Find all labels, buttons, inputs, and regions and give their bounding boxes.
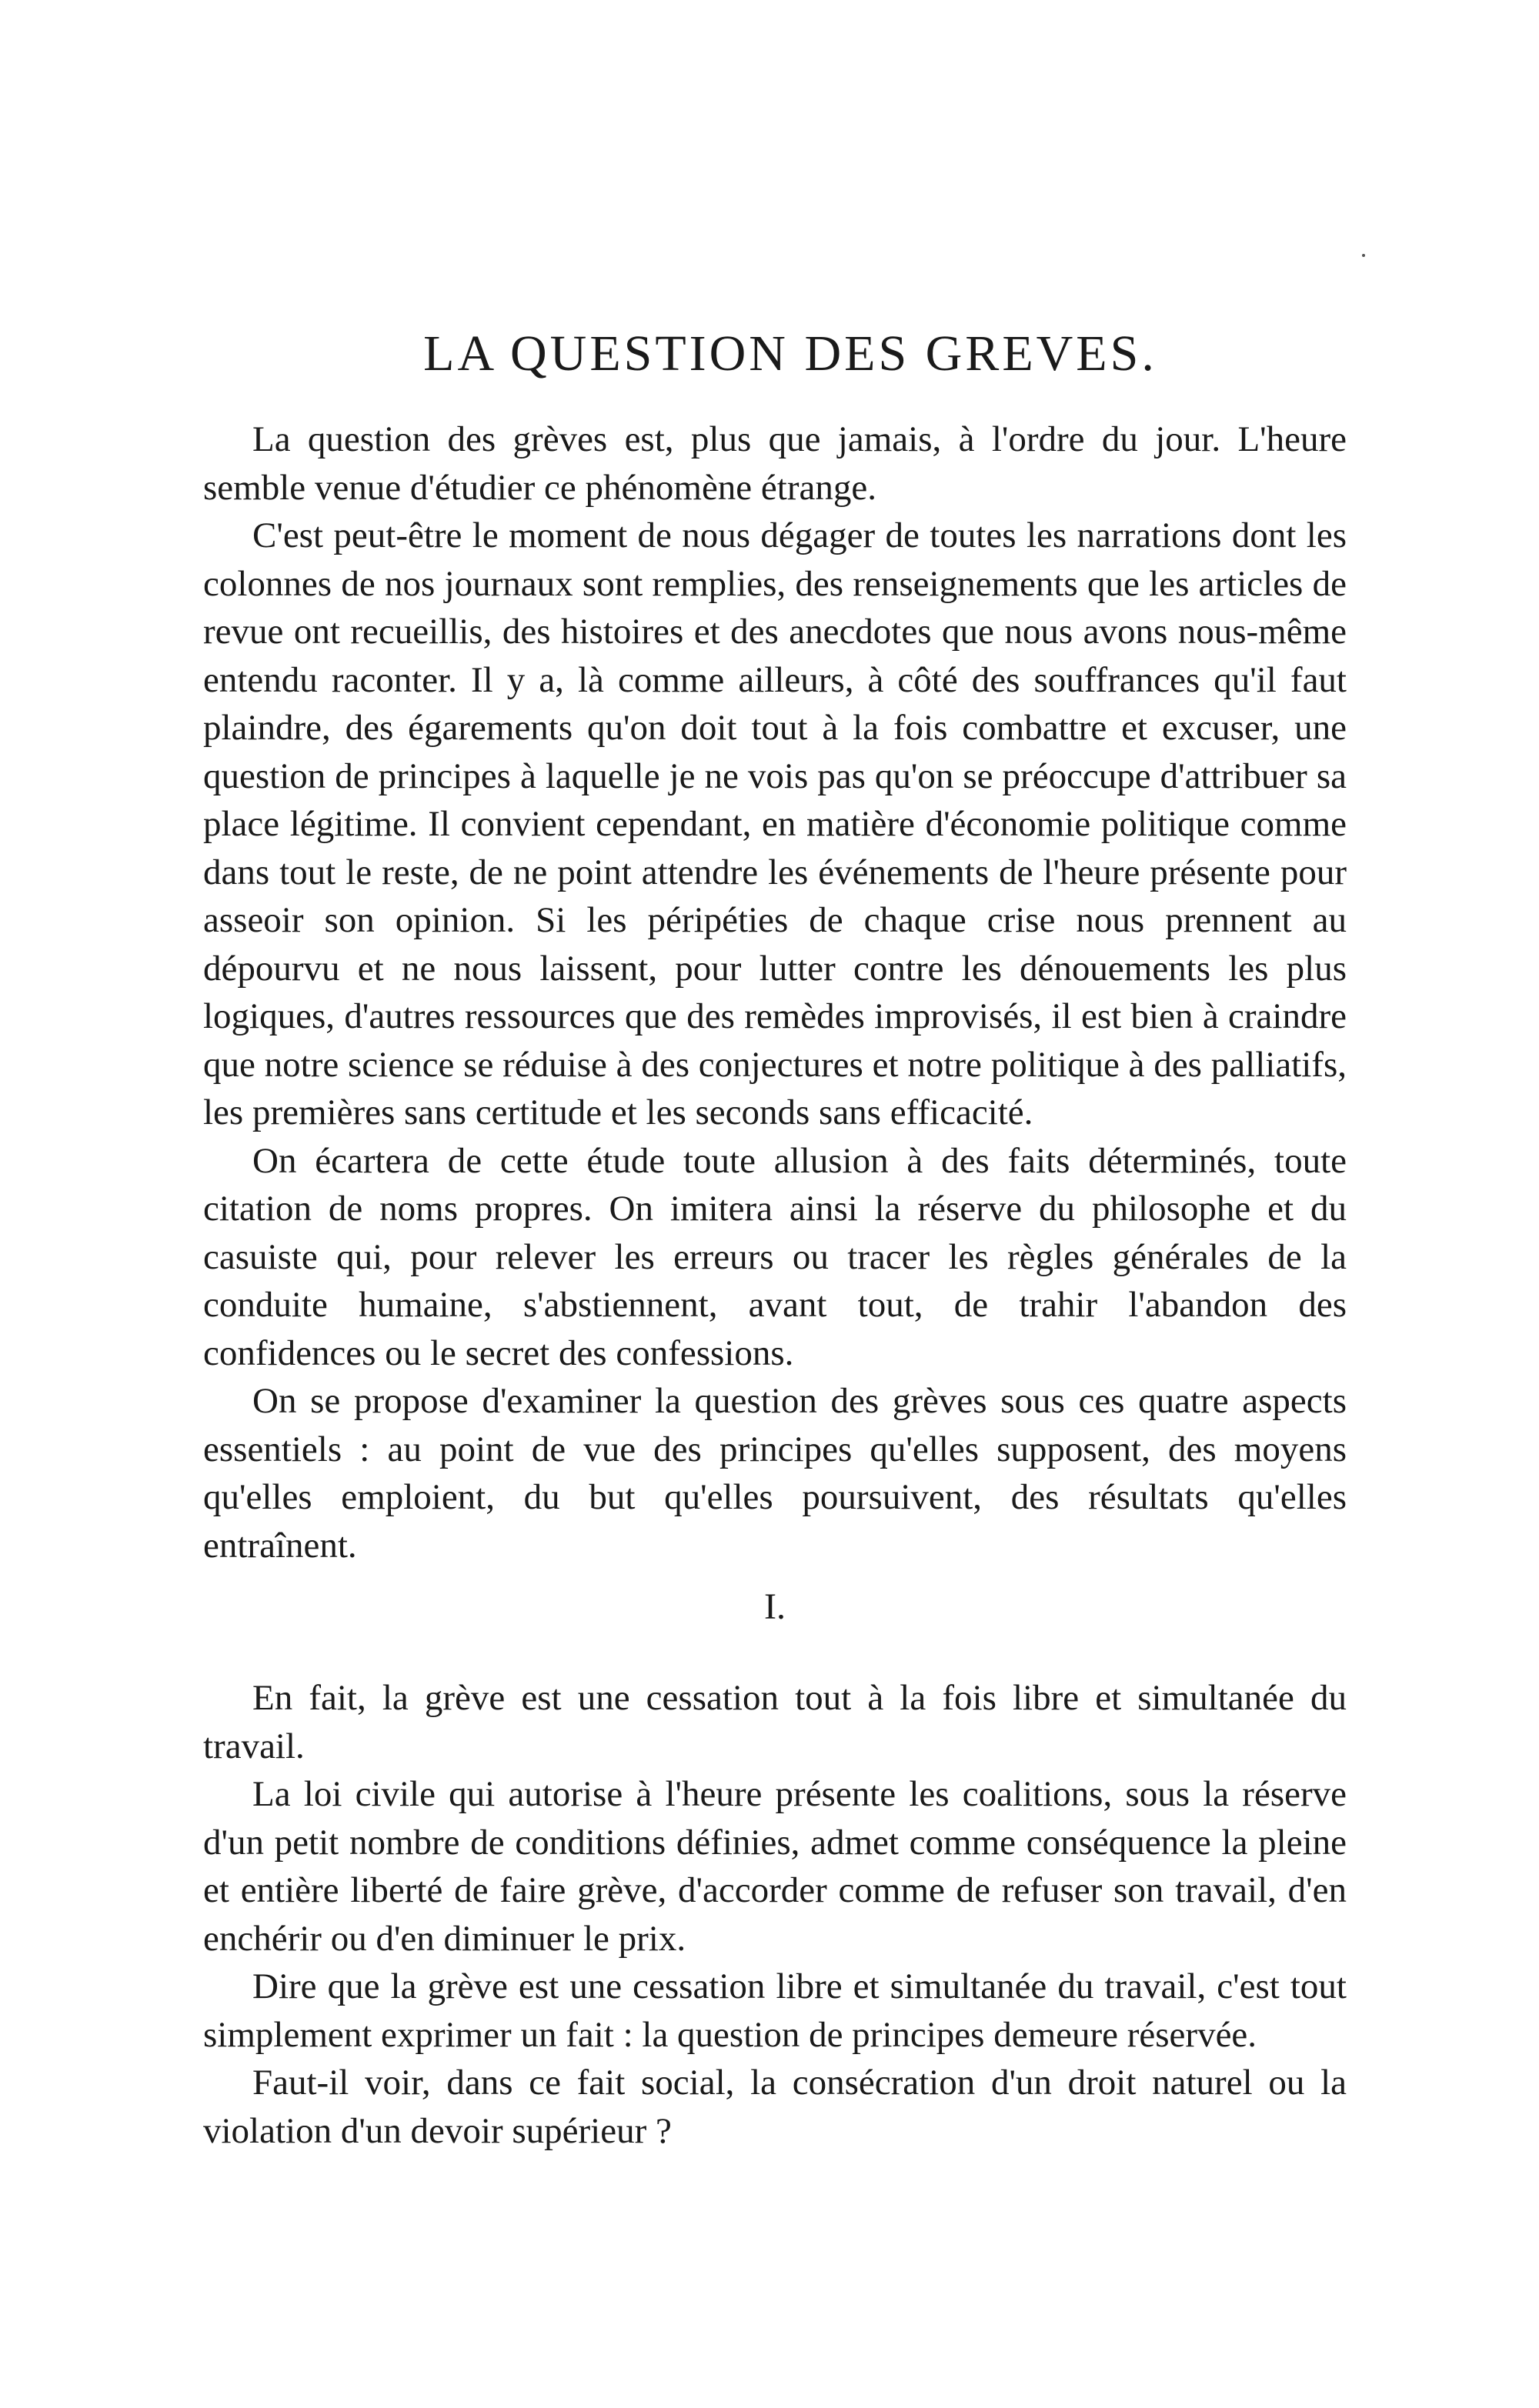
paragraph-5: En fait, la grève est une cessation tout à la fois libre et simultanée du travail. bbox=[203, 1678, 1347, 1766]
paragraph-7: Dire que la grève est une cessation libre et simultanée du travail, c'est tout simplement exprimer un fait : la question de principes demeure réservée. bbox=[203, 1966, 1347, 2055]
paragraph-1: La question des grèves est, plus que jamais, à l'ordre du jour. L'heure semble venue d'étudier ce phénomène étrange. bbox=[203, 419, 1347, 508]
paragraph-2: C'est peut-être le moment de nous dégager de toutes les narrations dont les colonnes de nos journaux sont remplies, des renseignements que les articles de revue ont recueillis, des histoires et des anecdotes que nous avons nous-même entendu raconter. Il y a, là comme ailleurs, à côté des souffrances qu'il faut plaindre, des égarements qu'on doit tout à la fois combattre et excuser, une question de principes à laquelle je ne vois pas qu'on se préoccupe d'attribuer sa place légitime. Il convient cependant, en matière d'économie politique comme dans tout le reste, de ne point attendre les événements de l'heure présente pour asseoir son opinion. Si les péripéties de chaque crise nous prennent au dépourvu et ne nous laissent, pour lutter contre les dénouements les plus logiques, d'autres ressources que des remèdes improvisés, il est bien à craindre que notre science se réduise à des conjectures et notre politique à des palliatifs, les premières sans certitude et les seconds sans efficacité. bbox=[203, 515, 1347, 1132]
section-number: I. bbox=[764, 1586, 786, 1627]
paragraph-8: Faut-il voir, dans ce fait social, la consécration d'un droit naturel ou la violation d'un devoir supérieur ? bbox=[203, 2063, 1347, 2151]
page-speck bbox=[1362, 254, 1365, 257]
paragraph-4: On se propose d'examiner la question des grèves sous ces quatre aspects essentiels : au point de vue des principes qu'elles supposent, des moyens qu'elles emploient, du but qu'elles poursuivent, des résultats qu'elles entraînent. bbox=[203, 1381, 1347, 1566]
document-page bbox=[203, 323, 1347, 2155]
paragraph-6: La loi civile qui autorise à l'heure présente les coalitions, sous la réserve d'un petit nombre de conditions définies, admet comme conséquence la pleine et entière liberté de faire grève, d'accorder comme de refuser son travail, d'en enchérir ou d'en diminuer le prix. bbox=[203, 1774, 1347, 1959]
page-title: LA QUESTION DES GREVES. bbox=[423, 325, 1157, 382]
paragraph-3: On écartera de cette étude toute allusion à des faits déterminés, toute citation de noms propres. On imitera ainsi la réserve du philosophe et du casuiste qui, pour relever les erreurs ou tracer les règles générales de la conduite humaine, s'abstiennent, avant tout, de trahir l'abandon des confidences ou le secret des confessions. bbox=[203, 1140, 1347, 1373]
